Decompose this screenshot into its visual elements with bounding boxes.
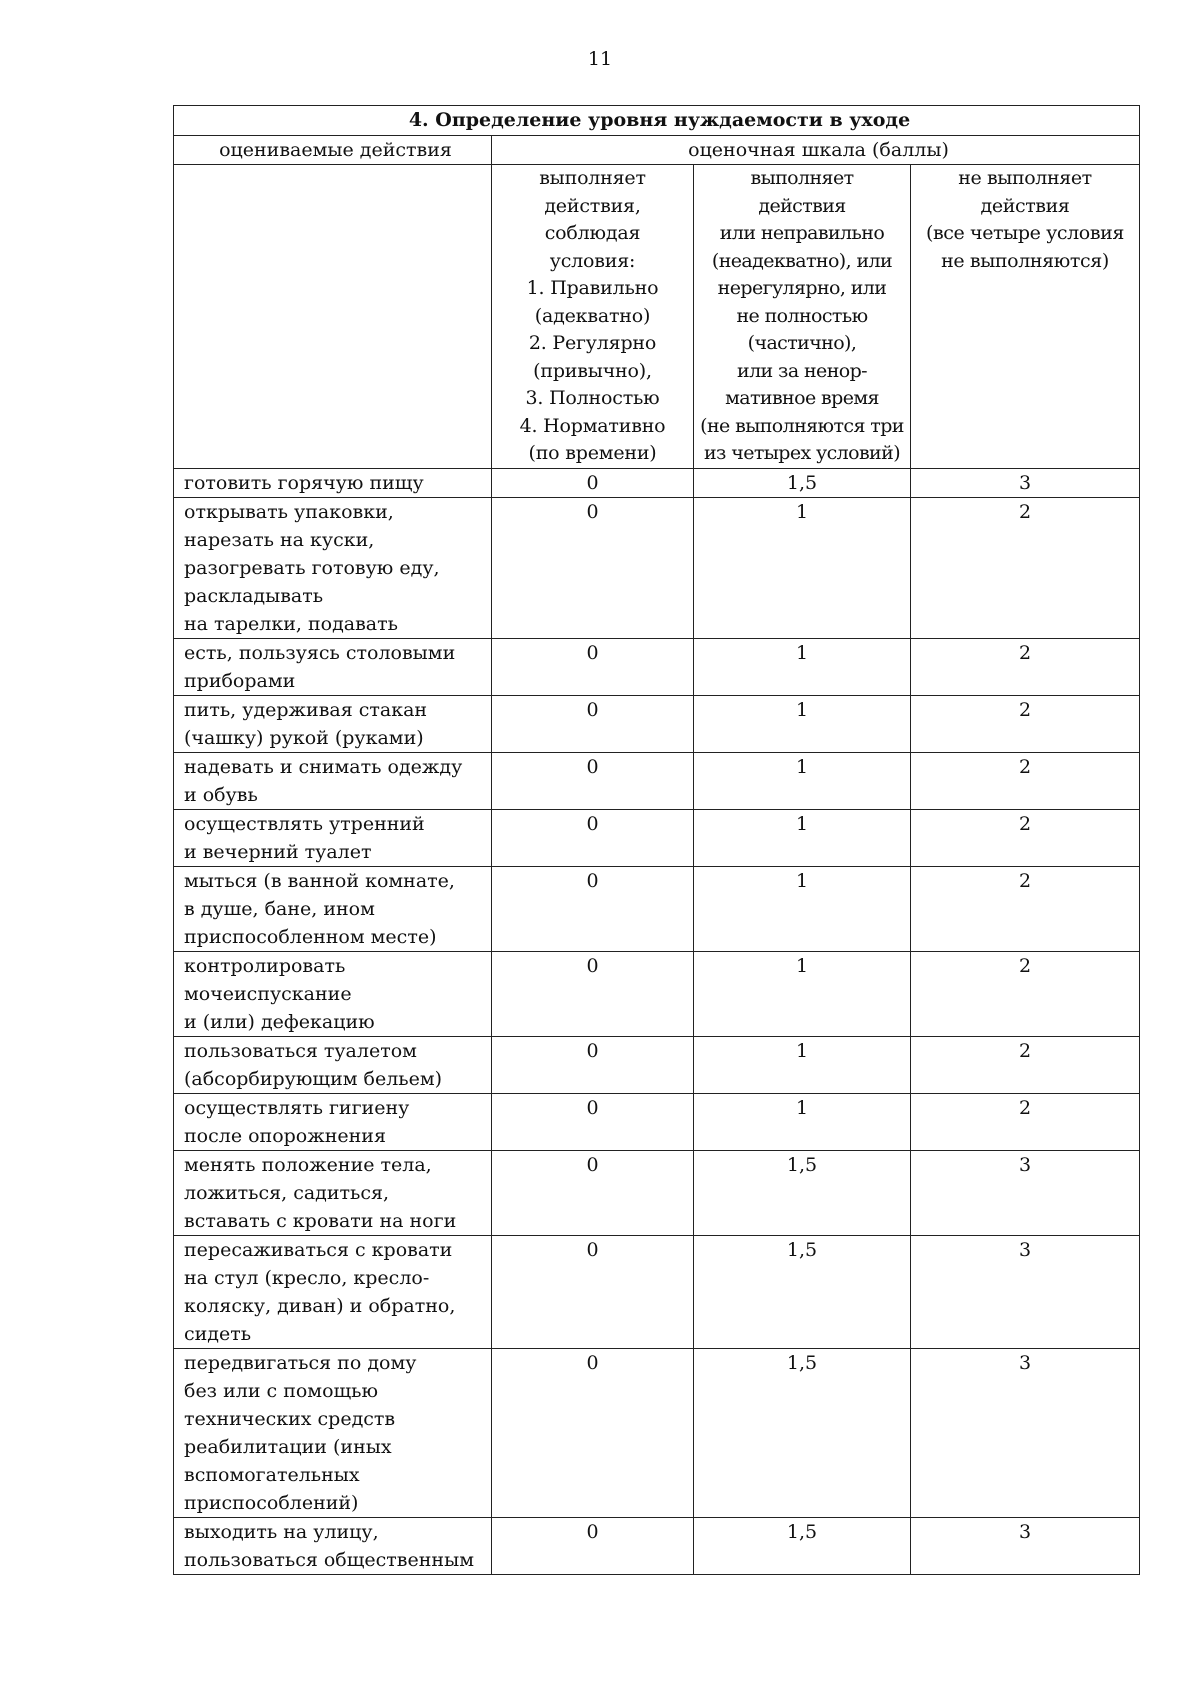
action-cell: надевать и снимать одежду и обувь [174, 752, 492, 809]
score-not-performing-cell: 2 [911, 695, 1140, 752]
score-partial-cell: 1,5 [694, 1517, 911, 1574]
score-partial-cell: 1,5 [694, 1348, 911, 1517]
score-partial-cell: 1 [694, 1093, 911, 1150]
action-cell: открывать упаковки, нарезать на куски, разогревать готовую еду, раскладывать на тарелки, подавать [174, 497, 492, 638]
score-partial-cell: 1,5 [694, 468, 911, 497]
action-cell: менять положение тела, ложиться, садиться, вставать с кровати на ноги [174, 1150, 492, 1235]
action-cell: контролировать мочеиспускание и (или) дефекацию [174, 951, 492, 1036]
table-title-row [174, 106, 1140, 136]
table-row [174, 497, 1140, 638]
score-compliant-cell: 0 [492, 1093, 694, 1150]
score-not-performing-cell: 2 [911, 752, 1140, 809]
col-header-actions: оцениваемые действия [174, 136, 492, 165]
scale-header-not-performing: не выполняет действия (все четыре условия не выполняются) [911, 165, 1140, 469]
score-not-performing-cell: 3 [911, 468, 1140, 497]
table-row [174, 809, 1140, 866]
score-partial-cell: 1 [694, 809, 911, 866]
score-compliant-cell: 0 [492, 1150, 694, 1235]
score-partial-cell: 1 [694, 695, 911, 752]
score-compliant-cell: 0 [492, 866, 694, 951]
score-compliant-cell: 0 [492, 1348, 694, 1517]
action-cell: мыться (в ванной комнате, в душе, бане, ином приспособленном месте) [174, 866, 492, 951]
score-compliant-cell: 0 [492, 809, 694, 866]
table-row [174, 695, 1140, 752]
score-compliant-cell: 0 [492, 1235, 694, 1348]
scale-header-partial: выполняет действия или неправильно (неадекватно), или нерегулярно, или не полностью (частично), или за ненор- мативное время (не выполняются три из четырех условий) [694, 165, 911, 469]
score-not-performing-cell: 2 [911, 1093, 1140, 1150]
action-cell: осуществлять гигиену после опорожнения [174, 1093, 492, 1150]
table-row [174, 1150, 1140, 1235]
table-row [174, 1036, 1140, 1093]
score-compliant-cell: 0 [492, 1517, 694, 1574]
action-cell: есть, пользуясь столовыми приборами [174, 638, 492, 695]
action-cell: готовить горячую пищу [174, 468, 492, 497]
score-not-performing-cell: 3 [911, 1517, 1140, 1574]
score-compliant-cell: 0 [492, 752, 694, 809]
score-partial-cell: 1 [694, 752, 911, 809]
action-cell: выходить на улицу, пользоваться общественным [174, 1517, 492, 1574]
score-compliant-cell: 0 [492, 951, 694, 1036]
score-not-performing-cell: 2 [911, 638, 1140, 695]
action-cell: пить, удерживая стакан (чашку) рукой (руками) [174, 695, 492, 752]
score-partial-cell: 1 [694, 497, 911, 638]
score-compliant-cell: 0 [492, 695, 694, 752]
score-compliant-cell: 0 [492, 638, 694, 695]
score-not-performing-cell: 3 [911, 1235, 1140, 1348]
score-not-performing-cell: 3 [911, 1150, 1140, 1235]
col-header-scale: оценочная шкала (баллы) [492, 136, 1140, 165]
table-row [174, 1348, 1140, 1517]
page-number: 11 [587, 48, 613, 70]
score-compliant-cell: 0 [492, 468, 694, 497]
score-compliant-cell: 0 [492, 497, 694, 638]
table-row [174, 1235, 1140, 1348]
table-row [174, 638, 1140, 695]
score-partial-cell: 1,5 [694, 1150, 911, 1235]
table-row [174, 752, 1140, 809]
action-cell: передвигаться по дому без или с помощью технических средств реабилитации (иных вспомогательных приспособлений) [174, 1348, 492, 1517]
action-cell: осуществлять утренний и вечерний туалет [174, 809, 492, 866]
score-compliant-cell: 0 [492, 1036, 694, 1093]
score-partial-cell: 1 [694, 638, 911, 695]
action-cell: пересаживаться с кровати на стул (кресло, кресло- коляску, диван) и обратно, сидеть [174, 1235, 492, 1348]
score-partial-cell: 1 [694, 1036, 911, 1093]
scale-header-row [174, 165, 1140, 469]
score-not-performing-cell: 2 [911, 1036, 1140, 1093]
score-not-performing-cell: 2 [911, 866, 1140, 951]
care-needs-table [173, 105, 1140, 1575]
score-not-performing-cell: 2 [911, 497, 1140, 638]
score-not-performing-cell: 3 [911, 1348, 1140, 1517]
empty-header-cell [174, 165, 492, 469]
score-not-performing-cell: 2 [911, 809, 1140, 866]
score-not-performing-cell: 2 [911, 951, 1140, 1036]
score-partial-cell: 1,5 [694, 1235, 911, 1348]
table-row [174, 866, 1140, 951]
column-header-row [174, 136, 1140, 165]
action-cell: пользоваться туалетом (абсорбирующим бельем) [174, 1036, 492, 1093]
table-title: 4. Определение уровня нуждаемости в уходе [174, 106, 1140, 136]
table-row [174, 468, 1140, 497]
table-row [174, 1093, 1140, 1150]
scale-header-compliant: выполняет действия, соблюдая условия: 1. Правильно (адекватно) 2. Регулярно (привычно), 3. Полностью 4. Нормативно (по времени) [492, 165, 694, 469]
table-row [174, 1517, 1140, 1574]
score-partial-cell: 1 [694, 866, 911, 951]
score-partial-cell: 1 [694, 951, 911, 1036]
table-row [174, 951, 1140, 1036]
